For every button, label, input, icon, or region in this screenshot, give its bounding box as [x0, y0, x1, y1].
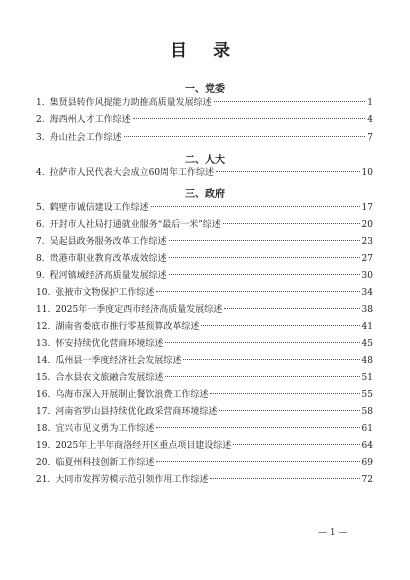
dot-leader	[183, 359, 359, 360]
toc-title: 目 录	[170, 41, 240, 61]
dot-leader	[156, 427, 359, 428]
toc-entry[interactable]	[36, 439, 373, 453]
entry-page: 61	[361, 424, 373, 434]
entry-number: 12.	[36, 322, 51, 332]
dot-leader	[124, 136, 366, 137]
entry-title: 大同市发挥劳模示范引领作用工作综述	[55, 475, 209, 485]
dot-leader	[169, 257, 360, 258]
dot-leader	[169, 274, 360, 275]
dot-leader	[210, 478, 359, 479]
toc-entry[interactable]	[36, 354, 373, 368]
dot-leader	[201, 325, 359, 326]
toc-entry[interactable]	[36, 252, 373, 266]
dot-leader	[165, 342, 359, 343]
entry-title: 拉萨市人民代表大会成立60周年工作综述	[49, 168, 215, 178]
entry-title: 乌海市深入开展制止餐饮浪费工作综述	[55, 390, 209, 400]
entry-title: 舟山社会工作综述	[49, 133, 122, 143]
toc-entry[interactable]	[36, 166, 373, 180]
dot-leader	[219, 410, 359, 411]
entry-number: 18.	[36, 424, 51, 434]
toc-entry[interactable]	[36, 473, 373, 487]
entry-number: 4.	[36, 168, 45, 178]
entry-number: 3.	[36, 133, 45, 143]
dot-leader	[165, 376, 359, 377]
entry-page: 41	[361, 322, 373, 332]
dot-leader	[151, 206, 360, 207]
entry-number: 6.	[36, 220, 45, 230]
toc-entry[interactable]	[36, 422, 373, 436]
toc-entry[interactable]	[36, 131, 373, 145]
dot-leader	[156, 461, 359, 462]
entry-page: 69	[361, 458, 373, 468]
entry-page: 20	[361, 220, 373, 230]
entry-title: 海西州人才工作综述	[49, 115, 131, 125]
toc-entry[interactable]	[36, 388, 373, 402]
entry-number: 14.	[36, 356, 51, 366]
entry-page: 58	[361, 407, 373, 417]
toc-entry[interactable]	[36, 235, 373, 249]
dot-leader	[233, 444, 359, 445]
entry-title: 瓜州县一季度经济社会发展综述	[55, 356, 182, 366]
entry-title: 临夏州科技创新工作综述	[55, 458, 155, 468]
entry-page: 55	[361, 390, 373, 400]
dot-leader	[169, 240, 360, 241]
entry-title: 合水县农文旅融合发展综述	[55, 373, 164, 383]
toc-entry[interactable]	[36, 113, 373, 127]
entry-page: 10	[361, 168, 373, 178]
entry-page: 48	[361, 356, 373, 366]
entry-page: 23	[361, 237, 373, 247]
toc-entry[interactable]	[36, 337, 373, 351]
dot-leader	[214, 101, 366, 102]
entry-title: 吴起县政务服务改革工作综述	[49, 237, 167, 247]
toc-entry[interactable]	[36, 320, 373, 334]
entry-number: 16.	[36, 390, 51, 400]
entry-title: 程河镇域经济高质量发展综述	[49, 271, 167, 281]
entry-page: 45	[361, 339, 373, 349]
entry-number: 1.	[36, 98, 45, 108]
entry-title: 集贤县转作风提能力助推高质量发展综述	[49, 98, 212, 108]
section-heading-government: 三、政府	[185, 189, 225, 200]
entry-title: 河南省罗山县持续优化政采营商环境综述	[55, 407, 218, 417]
toc-entry[interactable]	[36, 456, 373, 470]
entry-number: 13.	[36, 339, 51, 349]
entry-number: 2.	[36, 115, 45, 125]
entry-number: 11.	[36, 305, 51, 315]
entry-title: 湖南省娄底市推行零基预算改革综述	[55, 322, 200, 332]
entry-page: 64	[361, 441, 373, 451]
entry-number: 8.	[36, 254, 45, 264]
dot-leader	[156, 291, 359, 292]
entry-page: 38	[361, 305, 373, 315]
entry-number: 10.	[36, 288, 51, 298]
entry-number: 9.	[36, 271, 45, 281]
entry-page: 30	[361, 271, 373, 281]
entry-title: 怀安持续优化营商环境综述	[55, 339, 164, 349]
entry-page: 51	[361, 373, 373, 383]
dot-leader	[223, 223, 360, 224]
entry-number: 20.	[36, 458, 51, 468]
toc-entry[interactable]	[36, 269, 373, 283]
toc-entry[interactable]	[36, 96, 373, 110]
dot-leader	[224, 308, 359, 309]
entry-number: 15.	[36, 373, 51, 383]
entry-number: 17.	[36, 407, 51, 417]
toc-entry[interactable]	[36, 218, 373, 232]
toc-entry[interactable]	[36, 201, 373, 215]
entry-page: 7	[367, 133, 373, 143]
entry-page: 34	[361, 288, 373, 298]
toc-entry[interactable]	[36, 371, 373, 385]
toc-entry[interactable]	[36, 303, 373, 317]
dot-leader	[210, 393, 359, 394]
entry-title: 贵港市职业教育改革成效综述	[49, 254, 167, 264]
entry-number: 21.	[36, 475, 51, 485]
entry-title: 宜兴市见义勇为工作综述	[55, 424, 155, 434]
entry-number: 19.	[36, 441, 51, 451]
entry-page: 72	[361, 475, 373, 485]
dot-leader	[216, 171, 359, 172]
entry-page: 17	[361, 203, 373, 213]
dot-leader	[133, 118, 366, 119]
entry-page: 1	[367, 98, 373, 108]
section-heading-congress: 二、人大	[185, 155, 225, 166]
entry-number: 5.	[36, 203, 45, 213]
toc-entry[interactable]	[36, 286, 373, 300]
page-number-footer: — 1 —	[318, 528, 348, 538]
section-heading-party: 一、党委	[185, 84, 225, 95]
entry-page: 27	[361, 254, 373, 264]
toc-entry[interactable]	[36, 405, 373, 419]
entry-title: 2025年一季度定西市经济高质量发展综述	[55, 305, 223, 315]
entry-title: 2025年上半年商洛经开区重点项目建设综述	[55, 441, 232, 451]
entry-page: 4	[367, 115, 373, 125]
entry-title: 张掖市文物保护工作综述	[55, 288, 155, 298]
entry-title: 开封市人社局打通就业服务“最后一米”综述	[49, 220, 221, 230]
entry-title: 鹤壁市诚信建设工作综述	[49, 203, 149, 213]
entry-number: 7.	[36, 237, 45, 247]
